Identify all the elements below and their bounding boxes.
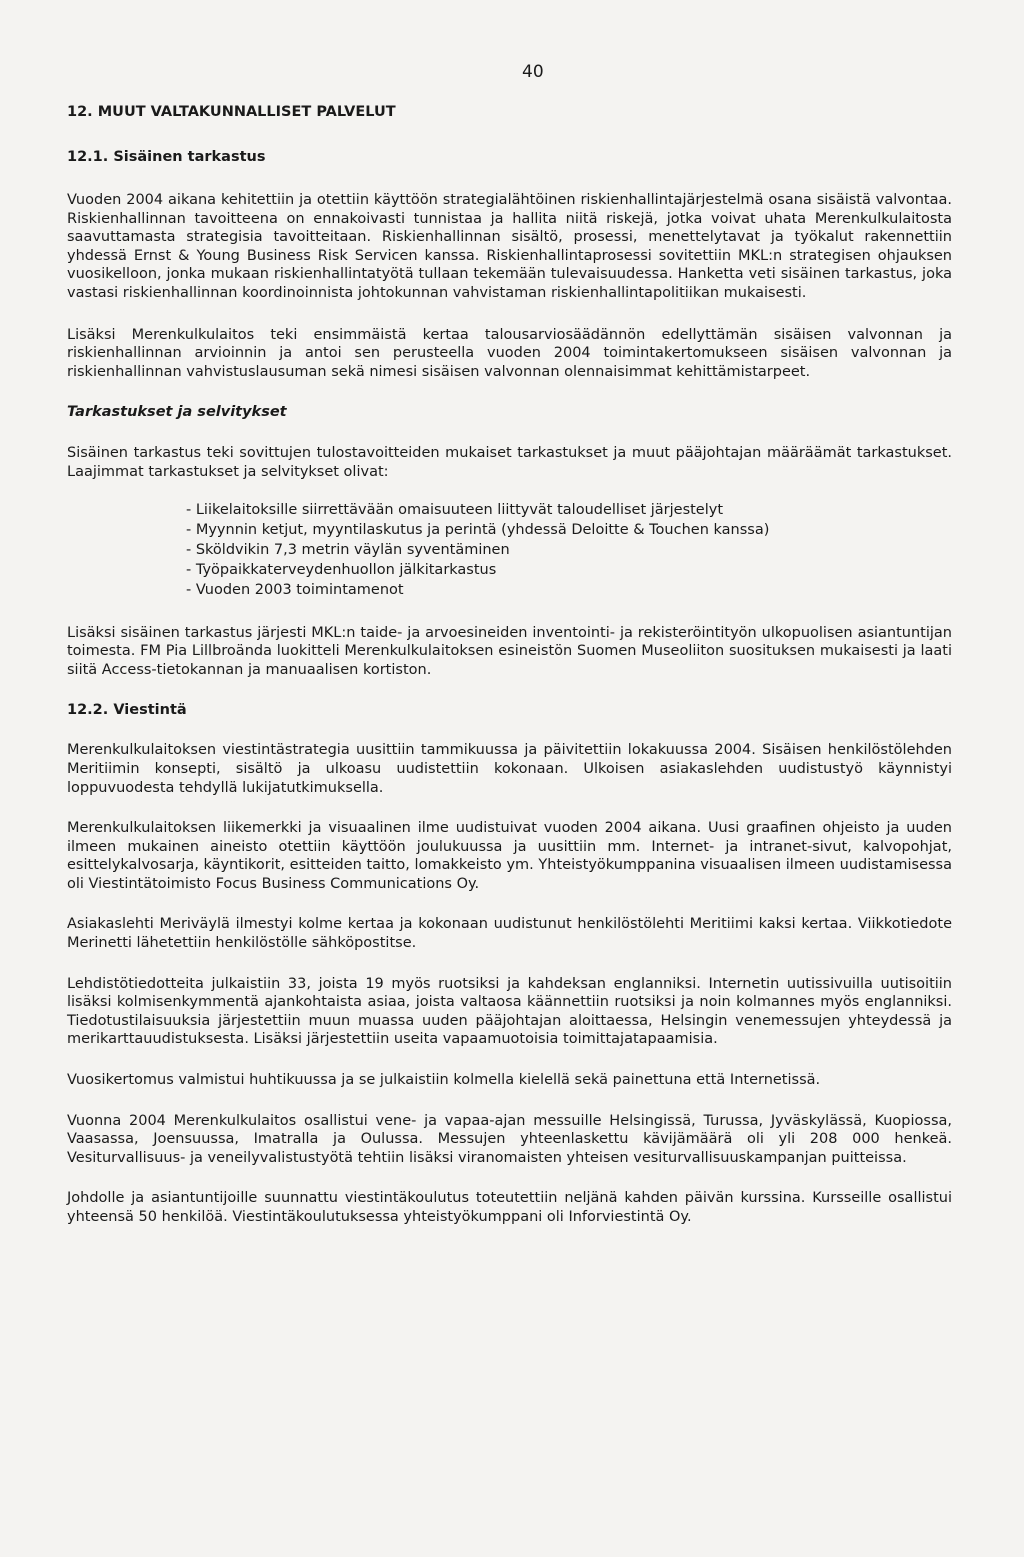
paragraph: Merenkulkulaitoksen viestintästrategia uusittiin tammikuussa ja päivitettiin lokakuussa 2004. Sisäisen henkilöstölehden Meritiimin konsepti, sisältö ja ulkoasu uudistettiin kokonaan. Ulkoisen asiakaslehden uudistustyö käynnistyi loppuvuodesta tehdyllä lukijatutkimuksella. [67, 742, 952, 796]
list-item: - Myynnin ketjut, myyntilaskutus ja perintä (yhdessä Deloitte & Touchen kanssa) [186, 521, 770, 538]
chapter-title: 12. MUUT VALTAKUNNALLISET PALVELUT [67, 104, 396, 120]
list-item: - Vuoden 2003 toimintamenot [186, 581, 404, 598]
paragraph: Lisäksi Merenkulkulaitos teki ensimmäistä kertaa talousarviosäädännön edellyttämän sisäisen valvonnan ja riskienhallinnan arvioinnin ja antoi sen perusteella vuoden 2004 toimintakertomukseen sisäisen valvonnan ja riskienhallinnan vahvistuslausuman sekä nimesi sisäisen valvonnan olennaisimmat kehittämistarpeet. [67, 326, 952, 380]
paragraph: Lehdistötiedotteita julkaistiin 33, joista 19 myös ruotsiksi ja kahdeksan englanniksi. Internetin uutissivuilla uutisoitiin lisäksi kolmisenkymmentä ajankohtaista asiaa, joista valtaosa käännettiin ruotsiksi ja noin kolmannes myös englanniksi. Tiedotustilaisuuksia järjestettiin muun muassa uuden pääjohtajan aloittaessa, Helsingin venemessujen yhteydessä ja merikarttauudistuksesta. Lisäksi järjestettiin useita vapaamuotoisia toimittajatapaamisia. [67, 975, 952, 1048]
paragraph: Vuoden 2004 aikana kehitettiin ja otettiin käyttöön strategialähtöinen riskienhallintajärjestelmä osana sisäistä valvontaa. Riskienhallinnan tavoitteena on ennakoivasti tunnistaa ja hallita niitä riskejä, jotka voivat uhata Merenkulkulaitosta saavuttamasta strategisia tavoitteitaan. Riskienhallinnan sisältö, prosessi, menettelytavat ja työkalut rakennettiin yhdessä Ernst & Young Business Risk Servicen kanssa. Riskienhallintaprosessi sovitettiin MKL:n strategisen ohjauksen vuosikelloon, jonka mukaan riskienhallintatyötä tullaan tekemään tulevaisuudessa. Hanketta veti sisäinen tarkastus, joka vastasi riskienhallinnan koordinoinnista johtokunnan vahvistaman riskienhallintapolitiikan mukaisesti. [67, 192, 952, 301]
section-title-communications: 12.2. Viestintä [67, 702, 187, 719]
subheading: Tarkastukset ja selvitykset [67, 404, 287, 421]
section-title-internal-audit: 12.1. Sisäinen tarkastus [67, 149, 266, 165]
list-item: - Sköldvikin 7,3 metrin väylän syventäminen [186, 541, 510, 558]
document-body [67, 104, 952, 1227]
list-item: - Työpaikkaterveydenhuollon jälkitarkastus [186, 561, 497, 578]
audit-list [67, 500, 952, 600]
paragraph: Johdolle ja asiantuntijoille suunnattu viestintäkoulutus toteutettiin neljänä kahden päivän kurssina. Kursseille osallistui yhteensä 50 henkilöä. Viestintäkoulutuksessa yhteistyökumppani oli Inforviestintä Oy. [67, 1190, 952, 1225]
paragraph: Merenkulkulaitoksen liikemerkki ja visuaalinen ilme uudistuivat vuoden 2004 aikana. Uusi graafinen ohjeisto ja uuden ilmeen mukainen aineisto otettiin käyttöön joulukuussa ja uusittiin mm. Internet- ja intranet-sivut, kalvopohjat, esittelykalvosarja, käyntikorit, esitteiden taitto, lomakkeisto ym. Yhteistyökumppanina visuaalisen ilmeen uudistamisessa oli Viestintätoimisto Focus Business Communications Oy. [67, 820, 952, 892]
page-number: 40 [522, 62, 544, 82]
paragraph: Vuonna 2004 Merenkulkulaitos osallistui vene- ja vapaa-ajan messuille Helsingissä, Turussa, Jyväskylässä, Kuopiossa, Vaasassa, Joensuussa, Imatralla ja Oulussa. Messujen yhteenlaskettu kävijämäärä oli yli 208 000 henkeä. Vesiturvallisuus- ja veneilyvalistustyötä tehtiin lisäksi viranomaisten yhteisen vesiturvallisuuskampanjan puitteissa. [67, 1112, 952, 1166]
paragraph: Sisäinen tarkastus teki sovittujen tulostavoitteiden mukaiset tarkastukset ja muut pääjohtajan määräämät tarkastukset. Laajimmat tarkastukset ja selvitykset olivat: [67, 445, 952, 480]
paragraph: Asiakaslehti Meriväylä ilmestyi kolme kertaa ja kokonaan uudistunut henkilöstölehti Meritiimi kaksi kertaa. Viikkotiedote Merinetti lähetettiin henkilöstölle sähköpostitse. [67, 916, 952, 952]
paragraph: Vuosikertomus valmistui huhtikuussa ja se julkaistiin kolmella kielellä sekä painettuna että Internetissä. [67, 1072, 821, 1089]
paragraph: Lisäksi sisäinen tarkastus järjesti MKL:n taide- ja arvoesineiden inventointi- ja rekisteröintityön ulkopuolisen asiantuntijan toimesta. FM Pia Lillbroända luokitteli Merenkulkulaitoksen esineistön Suomen Museoliiton suosituksen mukaisesti ja laati siitä Access-tietokannan ja manuaalisen kortiston. [67, 624, 952, 678]
list-item: - Liikelaitoksille siirrettävään omaisuuteen liittyvät taloudelliset järjestelyt [186, 501, 724, 518]
